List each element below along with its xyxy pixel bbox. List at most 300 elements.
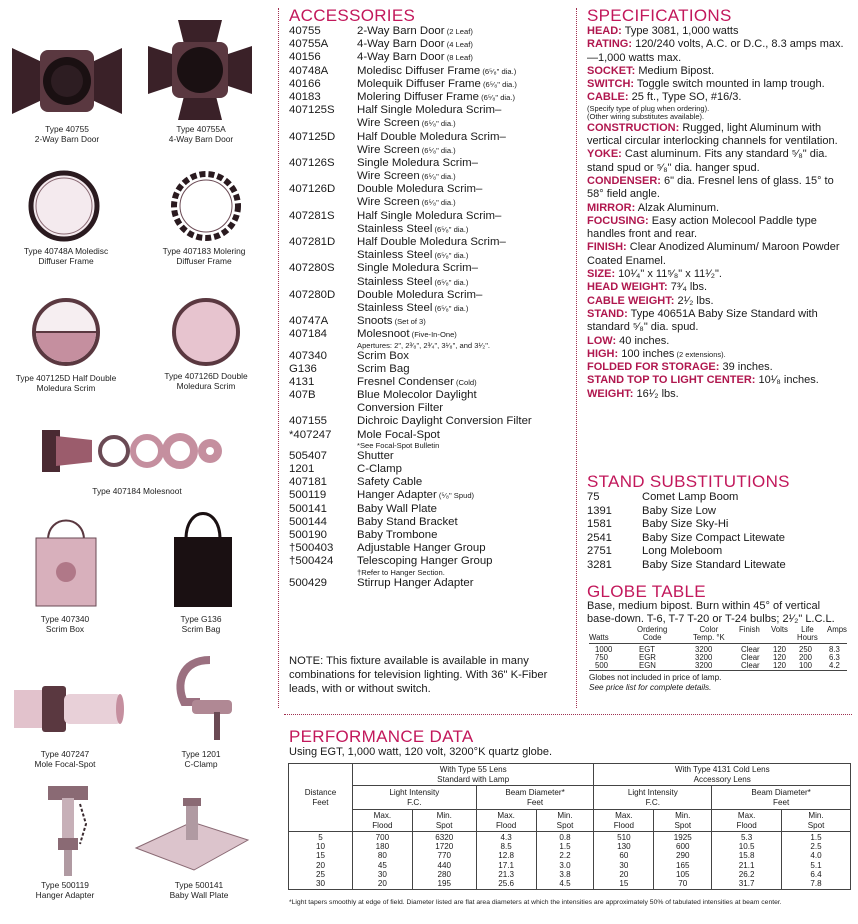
performance-cell: 12.8 xyxy=(498,851,514,861)
scrim-box-image xyxy=(34,514,98,608)
accessory-code: 407126S xyxy=(289,156,335,169)
hanger-adapter-image xyxy=(40,784,96,878)
spec-label: CABLE WEIGHT: xyxy=(587,294,675,307)
spec-item xyxy=(587,65,849,78)
spec-label: HIGH: xyxy=(587,347,619,360)
accessory-name: Mole Focal-Spot xyxy=(357,428,440,441)
accessories-note: NOTE: This fixture available is available in many combinations for television lighting. With 36" K-Fiber leads, with or without switch. xyxy=(289,655,548,695)
caption-double-scrim: Type 407126D Double Moledura Scrim xyxy=(164,371,248,391)
accessory-desc xyxy=(357,529,437,542)
globe-header: Finish xyxy=(739,625,760,634)
performance-cell: 3.0 xyxy=(559,860,571,870)
performance-cell: 1720 xyxy=(435,841,454,851)
accessory-desc xyxy=(357,503,437,516)
accessory-note: (⁵⁄₈" Spud) xyxy=(436,491,475,501)
globe-header-rule xyxy=(589,643,847,644)
stand-desc: Comet Lamp Boom xyxy=(642,491,739,503)
focal-spot-image xyxy=(14,680,124,740)
caption-barn-door-4way: Type 40755A 4-Way Barn Door xyxy=(168,124,234,144)
accessory-desc xyxy=(357,51,473,64)
accessory-name: Molering Diffuser Frame xyxy=(357,90,479,103)
accessory-name: Wire Screen xyxy=(357,170,420,183)
globe-cell: 6.3 xyxy=(829,653,840,662)
accessory-desc xyxy=(357,363,410,376)
beam-diameter-header-2: Beam Diameter* Feet xyxy=(712,786,851,810)
accessory-name: Double Moledura Scrim– xyxy=(357,288,483,301)
performance-subtitle: Using EGT, 1,000 watt, 120 volt, 3200°K quartz globe. xyxy=(289,746,553,758)
globe-cell: 500 xyxy=(595,661,609,670)
accessory-row xyxy=(289,363,574,376)
spec-item xyxy=(587,374,849,387)
spec-text: 120/240 volts, A.C. or D.C., 8.3 amps max.—1,000 watts max. xyxy=(587,38,844,64)
accessory-row xyxy=(289,289,574,302)
accessory-desc xyxy=(357,170,456,183)
accessory-code: *407247 xyxy=(289,428,332,441)
spec-item xyxy=(587,281,849,294)
accessory-desc xyxy=(357,415,532,428)
spec-text: Clear Anodized Aluminum/ Maroon Powder Coated Enamel. xyxy=(587,241,840,267)
accessory-desc xyxy=(357,78,517,91)
caption-wall-plate: Type 500141 Baby Wall Plate xyxy=(169,880,229,900)
accessory-code: 40166 xyxy=(289,77,321,90)
accessory-desc xyxy=(357,463,402,476)
accessory-row xyxy=(289,442,574,450)
performance-cell: 1.5 xyxy=(810,832,822,842)
accessory-desc xyxy=(357,342,490,350)
accessory-row xyxy=(289,529,574,542)
performance-column xyxy=(352,832,412,890)
spec-label: MIRROR: xyxy=(587,201,636,214)
globe-cell: 250 xyxy=(799,645,813,654)
accessory-row xyxy=(289,516,574,529)
divider-performance xyxy=(284,714,852,715)
accessory-code: 407125S xyxy=(289,104,335,117)
accessory-row xyxy=(289,170,574,183)
accessory-row xyxy=(289,342,574,350)
spec-item xyxy=(587,202,849,215)
performance-cell: 20 xyxy=(619,869,629,879)
accessory-desc xyxy=(357,38,473,51)
accessory-code: 4131 xyxy=(289,375,315,388)
performance-cell: 70 xyxy=(678,879,688,889)
distance-cell: 15 xyxy=(315,851,325,861)
globe-header: Volts xyxy=(771,625,788,634)
accessory-row xyxy=(289,450,574,463)
molesnoot-image xyxy=(42,424,222,478)
accessory-code: 407340 xyxy=(289,349,328,362)
spec-item xyxy=(587,361,849,374)
accessory-code: 407126D xyxy=(289,183,336,196)
accessory-code: 407280D xyxy=(289,288,336,301)
accessory-note: (6⁵⁄₈" dia.) xyxy=(419,119,456,129)
caption-focal-spot: Type 407247 Mole Focal-Spot xyxy=(34,749,96,769)
accessory-code: 40183 xyxy=(289,90,321,103)
accessory-name: Wire Screen xyxy=(357,117,420,130)
accessory-desc xyxy=(357,25,473,38)
spec-item xyxy=(587,122,849,149)
accessory-name: 4-Way Barn Door xyxy=(357,38,445,51)
accessory-row xyxy=(289,276,574,289)
performance-cell: 30 xyxy=(619,860,629,870)
spec-text: Type 3081, 1,000 watts xyxy=(621,25,739,37)
spec-text: 16¹⁄₂ lbs. xyxy=(633,387,679,400)
accessory-row xyxy=(289,503,574,516)
spec-label: CONSTRUCTION: xyxy=(587,121,680,134)
spec-text: Easy action Molecool Paddle type handles front and rear. xyxy=(587,214,817,241)
accessory-row xyxy=(289,415,574,428)
globe-note: See price list for complete details. xyxy=(589,683,712,692)
spec-item xyxy=(587,38,849,65)
accessory-desc xyxy=(357,183,482,196)
max-flood-header: Max. Flood xyxy=(712,810,782,832)
performance-cell: 21.1 xyxy=(738,860,755,870)
accessory-desc xyxy=(357,376,477,389)
performance-footnote: *Light tapers smoothly at edge of field. Diameter listed are flat area diameters at which the intensities are approximately 50% of tabulated intensities at beam center. xyxy=(289,899,782,906)
accessory-name: Adjustable Hanger Group xyxy=(357,542,486,555)
accessory-code: 40156 xyxy=(289,51,321,64)
globe-cell: 1000 xyxy=(595,645,613,654)
accessory-code: 500144 xyxy=(289,515,328,528)
max-flood-header: Max. Flood xyxy=(476,810,536,832)
spec-item xyxy=(587,25,849,38)
accessory-row xyxy=(289,402,574,415)
c-clamp-image xyxy=(170,656,240,742)
spec-text: 7³⁄₄ lbs. xyxy=(667,281,708,294)
performance-cell: 25.6 xyxy=(498,879,514,889)
performance-heading: PERFORMANCE DATA xyxy=(289,727,474,746)
globe-table-heading: GLOBE TABLE xyxy=(587,582,706,601)
accessory-name: Half Double Moledura Scrim– xyxy=(357,130,506,143)
spec-text: 10¹⁄₄" x 11⁵⁄₈" x 11¹⁄₂". xyxy=(615,268,722,281)
spec-item xyxy=(587,148,849,175)
spec-label: WEIGHT: xyxy=(587,387,634,400)
performance-cell: 8.5 xyxy=(500,841,512,851)
spec-label: HEAD: xyxy=(587,25,622,37)
accessory-row xyxy=(289,91,574,104)
molering-frame-image xyxy=(170,170,242,242)
accessory-row xyxy=(289,315,574,328)
spec-label: YOKE: xyxy=(587,148,622,161)
scrim-bag-image xyxy=(172,505,234,609)
accessory-code: 1201 xyxy=(289,463,315,475)
accessory-name: Telescoping Hanger Group xyxy=(357,555,493,568)
min-spot-header: Min. Spot xyxy=(782,810,851,832)
performance-cell: 195 xyxy=(437,879,451,889)
spec-item xyxy=(587,215,849,242)
accessory-desc xyxy=(357,236,506,249)
spec-item xyxy=(587,308,849,335)
performance-cell: 3.8 xyxy=(559,869,571,879)
globe-cell: 100 xyxy=(799,661,813,670)
globe-cell: 3200 xyxy=(695,653,713,662)
wall-plate-image xyxy=(136,796,248,876)
accessory-desc xyxy=(357,489,474,502)
accessory-name: Hanger Adapter xyxy=(357,489,437,502)
accessory-note: (Cold) xyxy=(453,377,477,387)
spec-text: 100 inches xyxy=(618,347,675,360)
accessory-desc xyxy=(357,289,482,302)
performance-cell: 105 xyxy=(676,869,690,879)
accessory-desc xyxy=(357,476,422,489)
performance-cell: 290 xyxy=(676,851,690,861)
light-intensity-header: Light Intensity F.C. xyxy=(352,786,476,810)
accessory-code: 407280S xyxy=(289,262,335,275)
accessory-row xyxy=(289,476,574,489)
accessory-row xyxy=(289,117,574,130)
accessory-code: 40755 xyxy=(289,25,321,37)
stand-code: 2751 xyxy=(587,545,612,558)
accessory-row xyxy=(289,51,574,64)
accessory-row xyxy=(289,78,574,91)
performance-cell: 5.1 xyxy=(810,860,822,870)
accessory-name: Baby Stand Bracket xyxy=(357,515,458,528)
performance-cell: 31.7 xyxy=(738,879,755,889)
accessory-note: (Five-In-One) xyxy=(409,330,457,340)
accessory-note: (2 Leaf) xyxy=(444,27,473,36)
accessory-name: Half Double Moledura Scrim– xyxy=(357,236,506,248)
performance-cell: 30 xyxy=(377,869,387,879)
performance-table xyxy=(288,763,851,890)
performance-cell: 45 xyxy=(377,860,387,870)
performance-cell: 280 xyxy=(437,869,451,879)
accessory-desc xyxy=(357,91,515,104)
double-scrim-image xyxy=(170,296,242,368)
globe-cell: EGR xyxy=(639,653,656,662)
accessory-code: 407125D xyxy=(289,130,336,143)
stand-code: 3281 xyxy=(587,558,612,571)
spec-label: FOCUSING: xyxy=(587,214,649,227)
accessory-code: 500429 xyxy=(289,576,328,589)
accessory-row xyxy=(289,376,574,389)
accessory-note: (6⁵⁄₈" dia.) xyxy=(432,303,469,313)
accessory-desc xyxy=(357,569,445,577)
accessory-row xyxy=(289,302,574,315)
performance-column xyxy=(476,832,536,890)
min-spot-header: Min. Spot xyxy=(654,810,712,832)
accessory-desc xyxy=(357,157,478,170)
group-type55-header: With Type 55 Lens Standard with Lamp xyxy=(352,764,594,786)
spec-item xyxy=(587,175,849,202)
performance-column xyxy=(412,832,476,890)
accessory-name: Molequik Diffuser Frame xyxy=(357,77,481,90)
spec-text: 2¹⁄₂ lbs. xyxy=(674,294,714,307)
accessory-note: (6⁵⁄₈" dia.) xyxy=(419,198,456,208)
globe-cell: 3200 xyxy=(695,661,713,670)
globe-cell: 8.3 xyxy=(829,645,840,654)
group-type4131-header: With Type 4131 Cold Lens Accessory Lens xyxy=(594,764,851,786)
accessories-heading: ACCESSORIES xyxy=(289,6,416,25)
accessory-desc xyxy=(357,144,456,157)
spec-label: SWITCH: xyxy=(587,78,635,91)
globe-header: Ordering Code xyxy=(637,625,668,642)
spec-text: Cast aluminum. Fits any standard ⁵⁄₈" dia. stand spud or ⁵⁄₈" dia. hanger spud. xyxy=(587,148,828,174)
caption-barn-door-2way: Type 40755 2-Way Barn Door xyxy=(34,124,100,144)
spec-item xyxy=(587,268,849,281)
globe-cell: Clear xyxy=(741,645,760,654)
accessory-note: (8 Leaf) xyxy=(444,53,473,63)
distance-cell: 10 xyxy=(315,841,325,851)
min-spot-header: Min. Spot xyxy=(412,810,476,832)
accessory-name: Single Moledura Scrim– xyxy=(357,262,478,275)
spec-label: SIZE: xyxy=(587,268,616,281)
accessory-desc xyxy=(357,249,468,262)
stand-code: 2541 xyxy=(587,531,612,544)
stand-code: 1391 xyxy=(587,504,612,517)
spec-text: 39 inches. xyxy=(719,361,773,374)
accessory-note: (6⁵⁄₈" dia.) xyxy=(432,224,469,234)
spec-label: CABLE: xyxy=(587,91,629,104)
accessory-note: (6⁵⁄₈" dia.) xyxy=(419,172,456,182)
performance-cell: 15.8 xyxy=(738,851,755,861)
accessory-name: Stainless Steel xyxy=(357,249,433,262)
accessory-desc xyxy=(357,104,501,117)
caption-half-double-scrim: Type 407125D Half Double Moledura Scrim xyxy=(15,373,117,393)
spec-item xyxy=(587,348,849,361)
performance-column xyxy=(712,832,782,890)
performance-cell: 165 xyxy=(676,860,690,870)
max-flood-header: Max. Flood xyxy=(352,810,412,832)
accessory-desc xyxy=(357,402,443,415)
caption-scrim-bag: Type G136 Scrim Bag xyxy=(180,614,222,634)
caption-molering: Type 407183 Molering Diffuser Frame xyxy=(162,246,246,266)
performance-cell: 26.2 xyxy=(738,869,755,879)
distance-cell: 5 xyxy=(318,832,323,842)
accessory-name: Single Moledura Scrim– xyxy=(357,156,478,169)
accessory-name: Stainless Steel xyxy=(357,222,433,235)
accessory-name: Double Moledura Scrim– xyxy=(357,183,483,196)
accessory-row xyxy=(289,196,574,209)
specifications-list xyxy=(587,25,849,401)
accessory-note: (6⁵⁄₈" dia.) xyxy=(432,251,469,261)
accessory-code: †500424 xyxy=(289,555,334,568)
accessory-row xyxy=(289,249,574,262)
accessory-row xyxy=(289,489,574,502)
spec-text: 40 inches. xyxy=(616,334,670,347)
performance-cell: 770 xyxy=(437,851,451,861)
globe-cell: EGN xyxy=(639,661,656,670)
accessory-name: Snoots xyxy=(357,315,393,328)
accessory-code: 407B xyxy=(289,389,316,402)
accessory-name: 2-Way Barn Door xyxy=(357,25,445,37)
accessory-desc xyxy=(357,117,456,130)
performance-column xyxy=(654,832,712,890)
performance-cell: 5.3 xyxy=(741,832,753,842)
accessory-row xyxy=(289,389,574,402)
accessory-name: Baby Trombone xyxy=(357,528,438,541)
stand-desc: Long Moleboom xyxy=(642,545,723,558)
accessory-name: Stainless Steel xyxy=(357,301,433,314)
performance-column xyxy=(594,832,654,890)
performance-cell: 15 xyxy=(619,879,629,889)
accessory-desc xyxy=(357,302,468,315)
performance-cell: 80 xyxy=(377,851,387,861)
globe-cell: 120 xyxy=(773,661,787,670)
accessory-code: †500403 xyxy=(289,542,334,555)
accessory-row xyxy=(289,577,574,590)
accessory-desc xyxy=(357,131,506,144)
accessory-row xyxy=(289,463,574,476)
globe-note: Globes not included in price of lamp. xyxy=(589,673,722,682)
spec-item xyxy=(587,241,849,268)
spec-label: FINISH: xyxy=(587,241,627,254)
accessory-name: Half Single Moledura Scrim– xyxy=(357,209,502,222)
accessory-code: 505407 xyxy=(289,449,328,462)
caption-molesnoot: Type 407184 Molesnoot xyxy=(92,486,182,496)
globe-cell: Clear xyxy=(741,661,760,670)
caption-moledisc: Type 40748A Moledisc Diffuser Frame xyxy=(23,246,109,266)
globe-cell: 200 xyxy=(799,653,813,662)
accessory-row xyxy=(289,569,574,577)
performance-cell: 510 xyxy=(617,832,631,842)
max-flood-header: Max. Flood xyxy=(594,810,654,832)
accessory-row xyxy=(289,38,574,51)
globe-table-intro: Base, medium bipost. Burn within 45° of vertical base-down. T-6, T-7 T-20 or T-24 bulbs; 2¹⁄₂" L.C.L. xyxy=(587,600,835,626)
accessory-row xyxy=(289,131,574,144)
performance-column xyxy=(782,832,851,890)
moledisc-frame-image xyxy=(28,170,100,242)
spec-label: STAND: xyxy=(587,307,628,320)
spec-extra: (Specify type of plug when ordering). (Other wiring substitutes available). xyxy=(587,103,710,122)
accessory-code: 407281D xyxy=(289,236,336,248)
accessory-desc xyxy=(357,516,458,529)
accessories-list xyxy=(289,25,574,590)
performance-cell: 21.3 xyxy=(498,869,514,879)
spec-text: 6" dia. Fresnel lens of glass. 15° to 58° field angle. xyxy=(587,174,834,201)
accessory-name: Wire Screen xyxy=(357,196,420,209)
accessory-note: (6⁵⁄₈" dia.) xyxy=(432,277,469,287)
accessory-note: †Refer to Hanger Section. xyxy=(357,567,445,577)
stand-substitutions-heading: STAND SUBSTITUTIONS xyxy=(587,472,790,491)
accessory-name: Conversion Filter xyxy=(357,402,444,415)
accessory-code: 40755A xyxy=(289,38,329,51)
performance-cell: 2.2 xyxy=(559,851,571,861)
accessory-name: Shutter xyxy=(357,449,394,462)
accessory-desc xyxy=(357,262,478,275)
performance-cell: 2.5 xyxy=(810,841,822,851)
spec-label: FOLDED FOR STORAGE: xyxy=(587,361,720,374)
barn-door-2way-image xyxy=(12,40,122,122)
barn-door-4way-image xyxy=(148,20,252,120)
globe-header: Amps xyxy=(827,625,847,634)
accessory-row xyxy=(289,210,574,223)
globe-cell: 750 xyxy=(595,653,609,662)
spec-item xyxy=(587,295,849,308)
performance-cell: 6.4 xyxy=(810,869,822,879)
accessory-row xyxy=(289,65,574,78)
stand-desc: Baby Size Low xyxy=(642,504,717,517)
accessory-name: Dichroic Daylight Conversion Filter xyxy=(357,415,532,428)
accessory-desc xyxy=(357,65,516,78)
accessory-code: 407181 xyxy=(289,476,328,489)
spec-label: HEAD WEIGHT: xyxy=(587,281,668,294)
performance-cell: 130 xyxy=(617,841,631,851)
performance-cell: 4.0 xyxy=(810,851,822,861)
accessory-row xyxy=(289,144,574,157)
performance-cell: 440 xyxy=(437,860,451,870)
accessory-name: Stirrup Hanger Adapter xyxy=(357,576,474,589)
performance-cell: 7.8 xyxy=(810,879,822,889)
spec-label: SOCKET: xyxy=(587,64,636,77)
accessory-code: 407184 xyxy=(289,328,328,341)
accessory-desc xyxy=(357,350,409,363)
accessory-desc xyxy=(357,389,477,402)
accessory-row xyxy=(289,350,574,363)
spec-text: Rugged, light Aluminum with vertical circular interlocking channels for ventilation. xyxy=(587,121,838,148)
globe-cell: EGT xyxy=(639,645,656,654)
divider-left xyxy=(278,8,279,708)
half-double-scrim-image xyxy=(30,296,102,368)
spec-item xyxy=(587,78,849,91)
